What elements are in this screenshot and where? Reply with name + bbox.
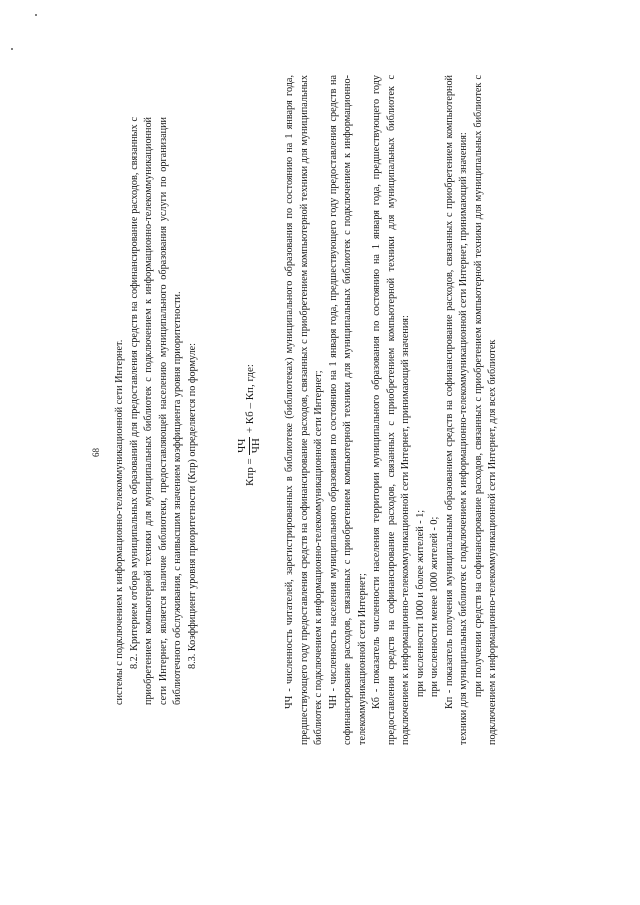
kp-value-condition: при получении средств на софинансирование расходов, связанных с приобретением компьютерной техники для муниципальных библиотек с подключением к информационно-телекоммуникационной сети Интернет, для всех библиотек: [472, 75, 498, 745]
definition-kp: Кп - показатель получения муниципальным образованием средств на софинансирование расходов, связанных с приобретением компьютерной техники для муниципальных библиотек с подключением к информационно-телекоммуникационной сети Интернет, принимающий значения:: [443, 75, 469, 745]
kb-value-0: при численности менее 1000 жителей - 0;: [429, 516, 440, 697]
formula-denominator: ЧН: [250, 438, 262, 454]
definition-chn: ЧН - численность населения муниципального образования по состоянию на 1 января года, предшествующего году предоставления средств на софинансирование расходов, связанных с приобретением компьютерной техники для муниципальных библиотек с подключением к информационно-телекоммуникационной сети Интернет;: [327, 75, 368, 745]
upper-text-block: [113, 117, 200, 705]
priority-formula: [236, 205, 263, 645]
formula-numerator: ЧЧ: [236, 438, 248, 453]
kb-value-1: при численности 1000 и более жителей - 1;: [414, 509, 426, 697]
definition-chch: ЧЧ - численность читателей, зарегистрированных в библиотеке (библиотеках) муниципального образования по состоянию на 1 января года, предшествующего году предоставления средств на софинансирование расходов, связанных с приобретением компьютерной техники для муниципальных библиотек с подключением к информационно-телекоммуникационной сети Интернет;: [284, 75, 324, 745]
definition-kb: Кб - показатель численности населения территории муниципального образования по состоянию на 1 января года, предшествующего году предоставления средств на софинансирование расходов, связанных с приобретением компьютерной техники для муниципальных библиотек с подключением к информационно-телекоммуникационной сети Интернет, принимающий значения:: [371, 75, 411, 745]
formula-rhs: + Кб – Кп, где:: [243, 364, 256, 434]
paragraph-8-2: 8.2. Критерием отбора муниципальных образований для предоставления средств на софинансирование расходов, связанных с приобретением компьютерной техники для муниципальных библиотек с подключением к информационно-телекоммуникационной сети Интернет, является наличие библиотеки, предоставляющей населению муниципального образования услуги по организации библиотечного обслуживания, с наивысшим значением коэффициента уровня приоритетности.: [128, 117, 183, 705]
formula-fraction: [236, 436, 263, 455]
paragraph-8-3: 8.3. Коэффициент уровня приоритетности (Кпр) определяется по формуле:: [186, 342, 198, 669]
page-number: 68: [91, 448, 101, 457]
formula-lhs: Кпр =: [243, 458, 256, 486]
paragraph-continuation: системы с подключением к информационно-телекоммуникационной сети Интернет.: [114, 339, 125, 705]
lower-text-block: [283, 75, 501, 745]
